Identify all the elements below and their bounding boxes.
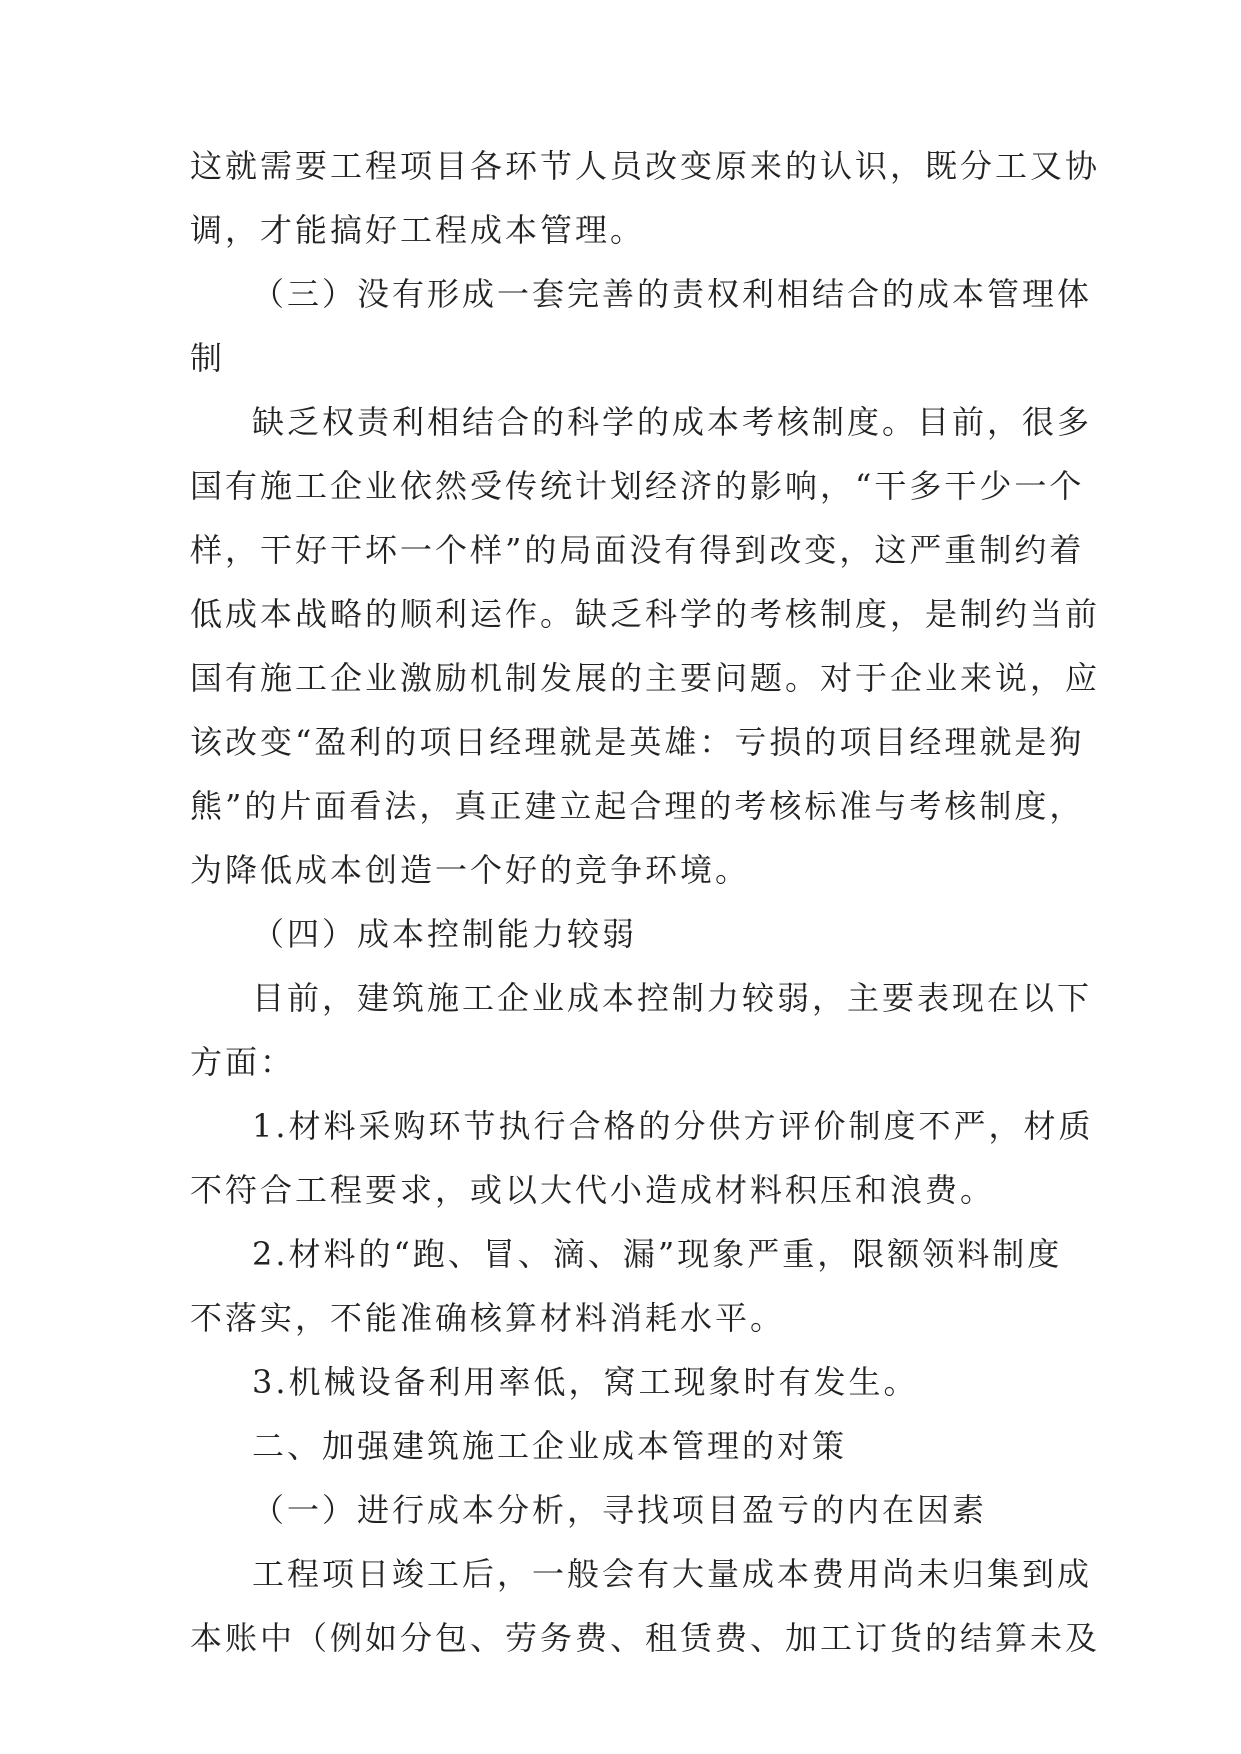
section-heading: （四）成本控制能力较弱 — [252, 915, 638, 953]
section-heading-continued: 制 — [190, 339, 226, 377]
text-line: 样，干好干坏一个样”的局面没有得到改变，这严重制约着 — [190, 531, 1085, 569]
list-item: 1.材料采购环节执行合格的分供方评价制度不严，材质 — [252, 1107, 1094, 1145]
section-heading: （三）没有形成一套完善的责权利相结合的成本管理体 — [252, 275, 1093, 313]
text-line: 本账中（例如分包、劳务费、租赁费、加工订货的结算未及 — [190, 1619, 1101, 1657]
text-line: 国有施工企业激励机制发展的主要问题。对于企业来说，应 — [190, 659, 1101, 697]
text-line: 该改变“盈利的项日经理就是英雄：亏损的项目经理就是狗 — [190, 723, 1085, 761]
text-line: 工程项日竣工后，一般会有大量成本费用尚未归集到成 — [252, 1555, 1093, 1593]
list-item-continued: 不符合工程要求，或以大代小造成材料积压和浪费。 — [190, 1171, 996, 1209]
text-line: 调，才能搞好工程成本管理。 — [190, 211, 646, 249]
list-item: 3.机械设备利用率低，窝工现象时有发生。 — [252, 1363, 919, 1401]
subsection-heading: （一）进行成本分析，寻找项目盈亏的内在因素 — [252, 1491, 988, 1529]
section-heading: 二、加强建筑施工企业成本管理的对策 — [252, 1427, 848, 1465]
text-line: 为降低成本创造一个好的竞争环境。 — [190, 851, 751, 889]
text-line: 方面： — [190, 1043, 296, 1081]
text-line: 缺乏权责利相结合的科学的成本考核制度。目前，很多 — [252, 403, 1093, 441]
text-line: 国有施工企业依然受传统计划经济的影响，“干多干少一个 — [190, 467, 1085, 505]
list-item-continued: 不落实，不能准确核算材料消耗水平。 — [190, 1299, 786, 1337]
text-line: 熊”的片面看法，真正建立起合理的考核标准与考核制度， — [190, 787, 1085, 825]
text-line: 这就需要工程项目各环节人员改变原来的认识，既分工又协 — [190, 147, 1101, 185]
text-line: 目前，建筑施工企业成本控制力较弱，主要表现在以下 — [252, 979, 1093, 1017]
text-line: 低成本战略的顺利运作。缺乏科学的考核制度，是制约当前 — [190, 595, 1101, 633]
list-item: 2.材料的“跑、冒、滴、漏”现象严重，限额领料制度 — [252, 1235, 1063, 1273]
